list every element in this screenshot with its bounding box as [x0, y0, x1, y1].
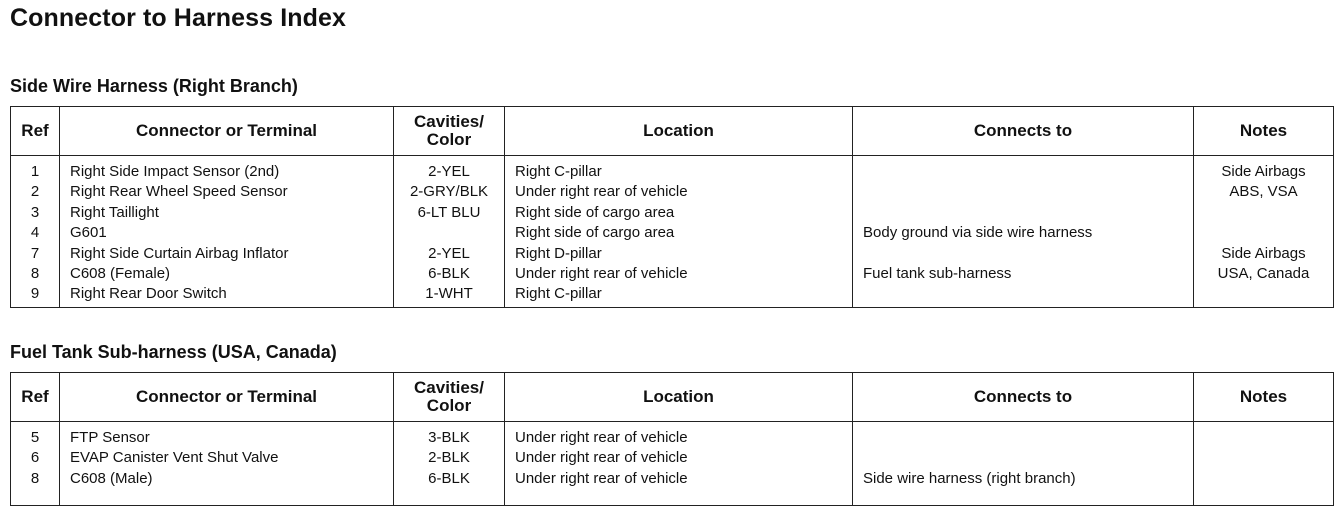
table-row — [11, 223, 1334, 243]
table-row — [11, 469, 1334, 489]
cell-location: Right D-pillar — [505, 244, 853, 264]
cell-location: Right C-pillar — [505, 156, 853, 183]
empty-cell — [60, 489, 394, 506]
cell-notes — [1194, 422, 1334, 449]
cell-ref: 1 — [11, 156, 60, 183]
table-row — [11, 422, 1334, 449]
cell-ref: 2 — [11, 182, 60, 202]
cell-notes — [1194, 469, 1334, 489]
column-header-ref: Ref — [11, 107, 60, 156]
cell-cavities: 6-BLK — [394, 264, 505, 284]
cell-connects-to: Body ground via side wire harness — [853, 223, 1194, 243]
cell-connects-to — [853, 448, 1194, 468]
cell-ref: 3 — [11, 203, 60, 223]
cell-notes: Side Airbags — [1194, 156, 1334, 183]
side-wire-harness-table — [10, 106, 1334, 308]
cell-connector: G601 — [60, 223, 394, 243]
column-header-connects-to: Connects to — [853, 107, 1194, 156]
cell-location: Under right rear of vehicle — [505, 182, 853, 202]
cell-ref: 5 — [11, 422, 60, 449]
empty-cell — [853, 489, 1194, 506]
column-header-connector: Connector or Terminal — [60, 373, 394, 422]
cell-connector: Right Rear Door Switch — [60, 284, 394, 307]
table-header-row — [11, 107, 1334, 156]
column-header-location: Location — [505, 107, 853, 156]
section-title-fuel-tank-sub-harness: Fuel Tank Sub-harness (USA, Canada) — [10, 342, 337, 362]
table-filler-row — [11, 489, 1334, 506]
cell-connects-to — [853, 182, 1194, 202]
column-header-location: Location — [505, 373, 853, 422]
cell-cavities: 3-BLK — [394, 422, 505, 449]
empty-cell — [394, 489, 505, 506]
cell-ref: 8 — [11, 264, 60, 284]
cell-notes: USA, Canada — [1194, 264, 1334, 284]
cell-location: Under right rear of vehicle — [505, 469, 853, 489]
cell-cavities: 1-WHT — [394, 284, 505, 307]
empty-cell — [11, 489, 60, 506]
cell-location: Under right rear of vehicle — [505, 448, 853, 468]
table-header-row — [11, 373, 1334, 422]
cell-connects-to — [853, 156, 1194, 183]
table-row — [11, 448, 1334, 468]
column-header-notes: Notes — [1194, 107, 1334, 156]
column-header-cavities: Cavities/ Color — [394, 373, 505, 422]
column-header-connects-to: Connects to — [853, 373, 1194, 422]
cell-location: Under right rear of vehicle — [505, 264, 853, 284]
cell-notes — [1194, 203, 1334, 223]
cell-location: Right side of cargo area — [505, 203, 853, 223]
cell-connects-to: Side wire harness (right branch) — [853, 469, 1194, 489]
fuel-tank-sub-harness-table — [10, 372, 1334, 506]
cell-cavities: 2-GRY/BLK — [394, 182, 505, 202]
cell-notes — [1194, 284, 1334, 307]
page-title: Connector to Harness Index — [10, 4, 346, 32]
cell-connector: C608 (Male) — [60, 469, 394, 489]
cell-connector: EVAP Canister Vent Shut Valve — [60, 448, 394, 468]
cell-connector: FTP Sensor — [60, 422, 394, 449]
cell-ref: 6 — [11, 448, 60, 468]
cell-connector: C608 (Female) — [60, 264, 394, 284]
table-row — [11, 203, 1334, 223]
table-row — [11, 156, 1334, 183]
cell-ref: 8 — [11, 469, 60, 489]
table-row — [11, 182, 1334, 202]
cell-cavities: 6-LT BLU — [394, 203, 505, 223]
column-header-notes: Notes — [1194, 373, 1334, 422]
cell-connects-to — [853, 244, 1194, 264]
column-header-connector: Connector or Terminal — [60, 107, 394, 156]
cell-cavities: 6-BLK — [394, 469, 505, 489]
cell-location: Right C-pillar — [505, 284, 853, 307]
cell-cavities — [394, 223, 505, 243]
cell-notes — [1194, 448, 1334, 468]
empty-cell — [1194, 489, 1334, 506]
cell-cavities: 2-YEL — [394, 244, 505, 264]
empty-cell — [505, 489, 853, 506]
section-title-side-wire-harness: Side Wire Harness (Right Branch) — [10, 76, 298, 96]
column-header-cavities: Cavities/ Color — [394, 107, 505, 156]
cell-notes: Side Airbags — [1194, 244, 1334, 264]
cell-connector: Right Side Curtain Airbag Inflator — [60, 244, 394, 264]
cell-connects-to — [853, 284, 1194, 307]
table-row — [11, 244, 1334, 264]
cell-location: Right side of cargo area — [505, 223, 853, 243]
cell-notes: ABS, VSA — [1194, 182, 1334, 202]
cell-connects-to — [853, 422, 1194, 449]
cell-notes — [1194, 223, 1334, 243]
cell-cavities: 2-YEL — [394, 156, 505, 183]
cell-connector: Right Side Impact Sensor (2nd) — [60, 156, 394, 183]
cell-ref: 9 — [11, 284, 60, 307]
cell-connector: Right Rear Wheel Speed Sensor — [60, 182, 394, 202]
cell-cavities: 2-BLK — [394, 448, 505, 468]
table-row — [11, 264, 1334, 284]
cell-ref: 7 — [11, 244, 60, 264]
cell-ref: 4 — [11, 223, 60, 243]
column-header-ref: Ref — [11, 373, 60, 422]
cell-location: Under right rear of vehicle — [505, 422, 853, 449]
cell-connects-to — [853, 203, 1194, 223]
table-row — [11, 284, 1334, 307]
cell-connects-to: Fuel tank sub-harness — [853, 264, 1194, 284]
cell-connector: Right Taillight — [60, 203, 394, 223]
